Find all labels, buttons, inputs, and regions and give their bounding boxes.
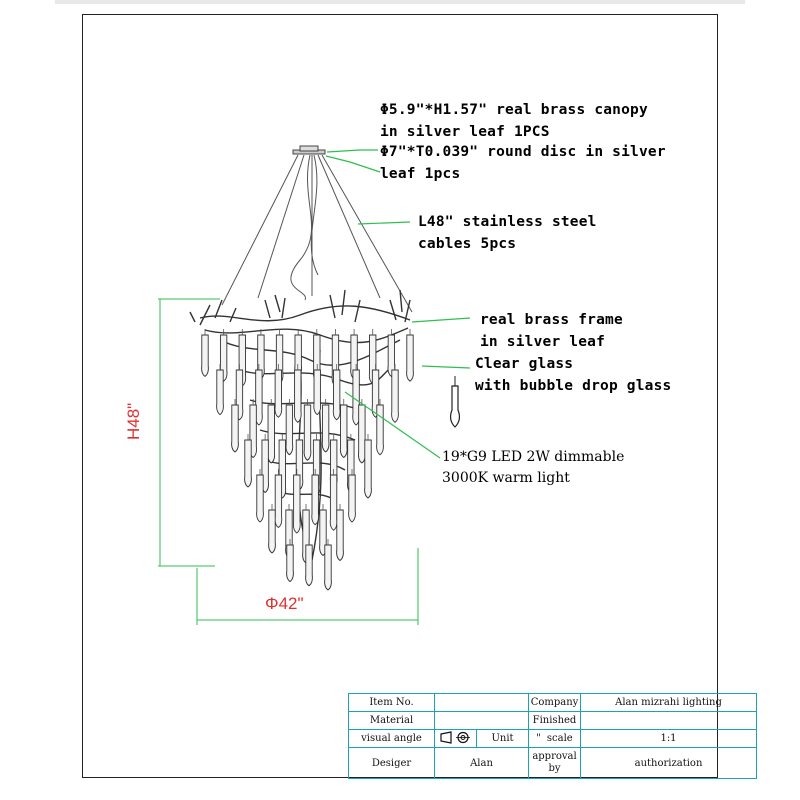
authorization-label: authorization (581, 748, 757, 779)
unit-cell (477, 730, 529, 748)
glass-drop (392, 370, 399, 422)
finished-label: Finished (529, 712, 581, 730)
company-value: Alan mizrahi lighting (581, 694, 757, 712)
projection-symbol-icon (435, 730, 477, 748)
cable-label-line1: L48" stainless steel (418, 214, 597, 230)
cable-label (418, 211, 597, 255)
scale-value: 1:1 (581, 730, 757, 748)
disc-label-line2: leaf 1pcs (380, 166, 461, 182)
finished-value (581, 712, 757, 730)
glass-drop (377, 405, 384, 455)
item-no-value (435, 694, 529, 712)
led-label-line1: 19*G9 LED 2W dimmable (442, 449, 625, 465)
unit-label: Unit (491, 733, 514, 744)
glass-drop (325, 545, 332, 590)
frame-label (480, 309, 623, 353)
visual-angle-label (349, 730, 435, 748)
company-label: Company (529, 694, 581, 712)
glass-drop (275, 370, 282, 417)
glass-drop (245, 440, 252, 487)
canopy-label (380, 99, 648, 143)
glass-drop (293, 475, 300, 533)
material-value (435, 712, 529, 730)
glass-drop (257, 475, 264, 522)
glass-drop (314, 370, 321, 415)
glass-drop (340, 405, 347, 458)
designer-value: Alan (435, 748, 529, 779)
glass-drop (407, 335, 414, 381)
canopy-label-line2: in silver leaf 1PCS (380, 124, 550, 140)
led-label-line2: 3000K warm light (442, 470, 570, 486)
glass-drop (286, 405, 293, 455)
frame-label-line1: real brass frame (480, 312, 623, 328)
scale-label: scale (546, 733, 573, 744)
visual-angle-text: visual angle (361, 733, 422, 744)
unit-value: " (536, 733, 541, 744)
glass-drop (268, 405, 275, 463)
glass-drop (337, 510, 344, 561)
glass-drop (217, 370, 224, 415)
glass-drop (349, 475, 356, 522)
glass-drop-detail-icon (451, 376, 460, 427)
glass-drop (294, 370, 301, 422)
glass-drop (304, 405, 311, 460)
glass-drop (330, 475, 337, 530)
glass-drop (322, 405, 329, 452)
glass-drop (275, 475, 282, 528)
cable-label-line2: cables 5pcs (418, 236, 517, 252)
glass-drop (202, 335, 209, 376)
disc-label-line1: Φ7"*T0.039" round disc in silver (380, 144, 666, 160)
glass-drop (333, 370, 340, 420)
glass-drop (358, 405, 365, 463)
approval-by-label: approval by (529, 748, 581, 779)
glass-drops (202, 329, 414, 590)
frame-label-line2: in silver leaf (480, 334, 606, 350)
led-label (442, 447, 624, 489)
glass-drop (287, 545, 294, 582)
glass-drop (365, 440, 372, 498)
glass-drop (232, 405, 239, 452)
diameter-dimension-label: Φ42" (265, 594, 304, 613)
item-no-label: Item No. (349, 694, 435, 712)
canopy (293, 146, 325, 154)
glass-label (475, 353, 671, 397)
disc-label (380, 141, 666, 185)
title-block (348, 693, 757, 779)
designer-label: Desiger (349, 748, 435, 779)
glass-drop (312, 475, 319, 525)
glass-drop (306, 545, 313, 586)
glass-label-line2: with bubble drop glass (475, 378, 672, 394)
height-dimension (158, 299, 220, 566)
glass-label-line1: Clear glass (475, 356, 574, 372)
scale-cell (529, 730, 581, 748)
glass-drop (269, 510, 276, 553)
height-dimension-label: H48" (124, 402, 143, 440)
canopy-label-line1: Φ5.9"*H1.57" real brass canopy (380, 102, 648, 118)
material-label: Material (349, 712, 435, 730)
